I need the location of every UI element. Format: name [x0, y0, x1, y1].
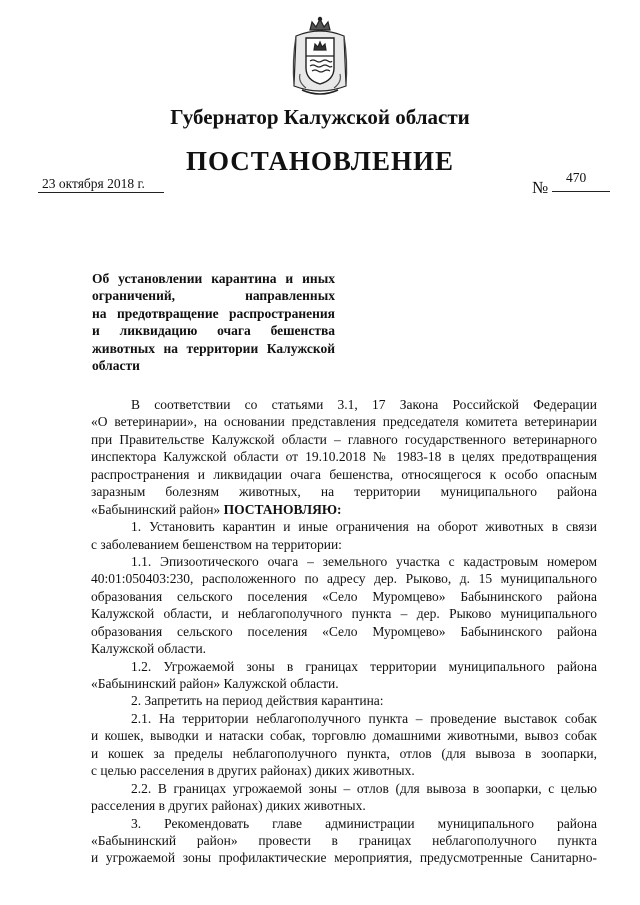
subject-line: животных на территории Калужской: [92, 340, 335, 356]
decree-keyword: ПОСТАНОВЛЯЮ:: [223, 501, 342, 517]
number-underline: [552, 191, 610, 192]
subject-line: на предотвращение распространения: [92, 305, 335, 321]
body-line: образования сельского поселения «Село Муромцево» Бабынинского района: [91, 623, 597, 639]
body-line: с целью расселения в других районах) диких животных.: [91, 763, 415, 779]
coat-of-arms-icon: [288, 16, 352, 100]
body-line: с заболеванием бешенством на территории:: [91, 536, 342, 552]
body-line: 1.1. Эпизоотического очага – земельного участка с кадастровым номером: [131, 553, 597, 569]
body-line: 40:01:050403:230, расположенного по адресу дер. Рыково, д. 15 муниципального: [91, 571, 597, 587]
number-label: №: [532, 178, 549, 197]
document-type: ПОСТАНОВЛЕНИЕ: [185, 146, 455, 176]
body-line: расселения в других районах) диких животных.: [91, 798, 366, 814]
body-line: 2.2. В границах угрожаемой зоны – отлов (для вывоза в зоопарки, с целью: [131, 780, 597, 796]
body-line: заразным болезням животных, на территории муниципального района: [91, 484, 597, 500]
body-line: Калужской области.: [91, 641, 207, 657]
date-underline: [38, 192, 164, 193]
subject-line: Об установлении карантина и иных: [92, 271, 335, 286]
body-line: распространения и ликвидации очага бешенства, относящегося к особо опасным: [91, 466, 597, 482]
document-number: 470: [566, 170, 587, 185]
body-line: Калужской области, и неблагополучного пункта – дер. Рыково муниципального: [91, 606, 597, 622]
body-line: «О ветеринарии», на основании представления председателя комитета ветеринарии: [91, 414, 597, 430]
document-body: [91, 396, 597, 867]
body-line: 3. Рекомендовать главе администрации муниципального района: [131, 815, 597, 831]
body-line: при Правительстве Калужской области – главного государственного ветеринарного: [91, 431, 597, 447]
body-line: и кошек за пределы неблагополучного пункта, отлов (для вывоза в зоопарки,: [91, 745, 597, 761]
body-text: «Бабынинский район»: [91, 501, 224, 517]
subject-line: области: [92, 358, 140, 374]
body-line: и угрожаемой зоны профилактические мероприятия, предусмотренные Санитарно-: [91, 850, 597, 866]
body-line: образования сельского поселения «Село Муромцево» Бабынинского района: [91, 588, 597, 604]
subject-line: и ликвидацию очага бешенства: [92, 323, 335, 339]
body-line: 1. Установить карантин и иные ограничения на оборот животных в связи: [131, 519, 597, 535]
body-line: «Бабынинский район» Калужской области.: [91, 676, 339, 691]
document-subject: [92, 270, 335, 374]
body-line: [91, 501, 597, 518]
subject-line: ограничений, направленных: [92, 288, 335, 304]
body-line: В соответствии со статьями 3.1, 17 Закона Российской Федерации: [131, 397, 597, 412]
body-line: и кошек, выводки и натаски собак, торговлю домашними животными, вывоз собак: [91, 728, 597, 744]
body-line: инспектора Калужской области от 19.10.2018 № 1983-18 в целях предотвращения: [91, 449, 597, 465]
document-date: 23 октября 2018 г.: [42, 176, 145, 191]
governor-title: Губернатор Калужской области: [170, 105, 470, 129]
body-line: 1.2. Угрожаемой зоны в границах территории муниципального района: [131, 658, 597, 674]
body-line: «Бабынинский район» провести в границах неблагополучного пункта: [91, 832, 597, 848]
body-line: 2. Запретить на период действия карантина:: [131, 693, 384, 709]
body-line: 2.1. На территории неблагополучного пункта – проведение выставок собак: [131, 710, 597, 726]
